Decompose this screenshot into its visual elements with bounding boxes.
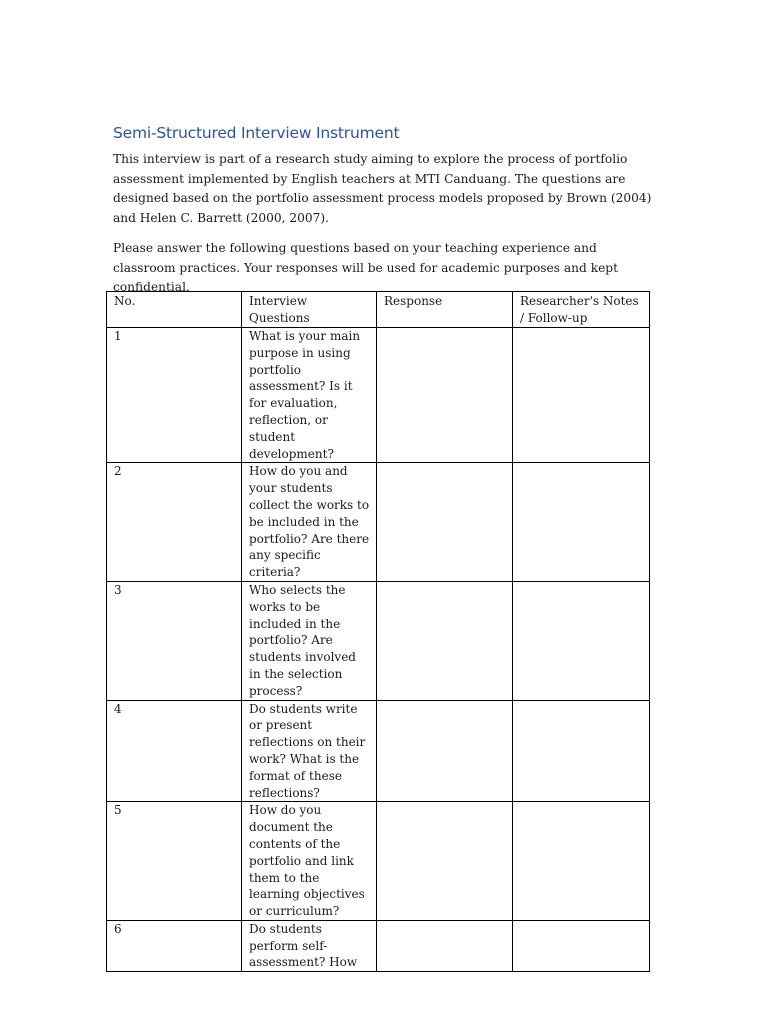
row-question: Who selects the works to be included in the portfolio? Are students involved in the selection process? [242,581,377,700]
row-notes-cell[interactable] [513,328,650,463]
header-interview-questions: Interview Questions [242,292,377,328]
row-number: 4 [107,700,242,802]
row-response-cell[interactable] [377,920,513,971]
row-response-cell[interactable] [377,700,513,802]
table-row [107,328,650,463]
row-question: How do you and your students collect the works to be included in the portfolio? Are there any specific criteria? [242,463,377,582]
header-response: Response [377,292,513,328]
row-notes-cell[interactable] [513,581,650,700]
row-notes-cell[interactable] [513,920,650,971]
table-header-row [107,292,650,328]
header-researcher-notes: Researcher's Notes / Follow-up [513,292,650,328]
document-heading: Semi-Structured Interview Instrument [113,124,400,142]
row-number: 5 [107,802,242,921]
row-response-cell[interactable] [377,463,513,582]
row-number: 6 [107,920,242,971]
row-response-cell[interactable] [377,802,513,921]
table-row [107,920,650,971]
table-row [107,802,650,921]
row-question: Do students perform self-assessment? How [242,920,377,971]
instructions-paragraph: Please answer the following questions based on your teaching experience and classroom practices. Your responses will be used for academic purposes and kept confidential. [113,241,618,294]
header-no: No. [107,292,242,328]
row-question: Do students write or present reflections on their work? What is the format of these reflections? [242,700,377,802]
row-notes-cell[interactable] [513,802,650,921]
row-response-cell[interactable] [377,328,513,463]
row-notes-cell[interactable] [513,700,650,802]
table-row [107,581,650,700]
row-question: How do you document the contents of the portfolio and link them to the learning objectives or curriculum? [242,802,377,921]
interview-table [106,291,650,972]
row-number: 3 [107,581,242,700]
row-question: What is your main purpose in using portfolio assessment? Is it for evaluation, reflection, or student development? [242,328,377,463]
table-row [107,463,650,582]
table-row [107,700,650,802]
row-number: 1 [107,328,242,463]
intro-paragraph: This interview is part of a research study aiming to explore the process of portfolio assessment implemented by English teachers at MTI Canduang. The questions are designed based on the portfolio assessment process models proposed by Brown (2004) and Helen C. Barrett (2000, 2007). [113,152,652,225]
row-notes-cell[interactable] [513,463,650,582]
row-response-cell[interactable] [377,581,513,700]
row-number: 2 [107,463,242,582]
